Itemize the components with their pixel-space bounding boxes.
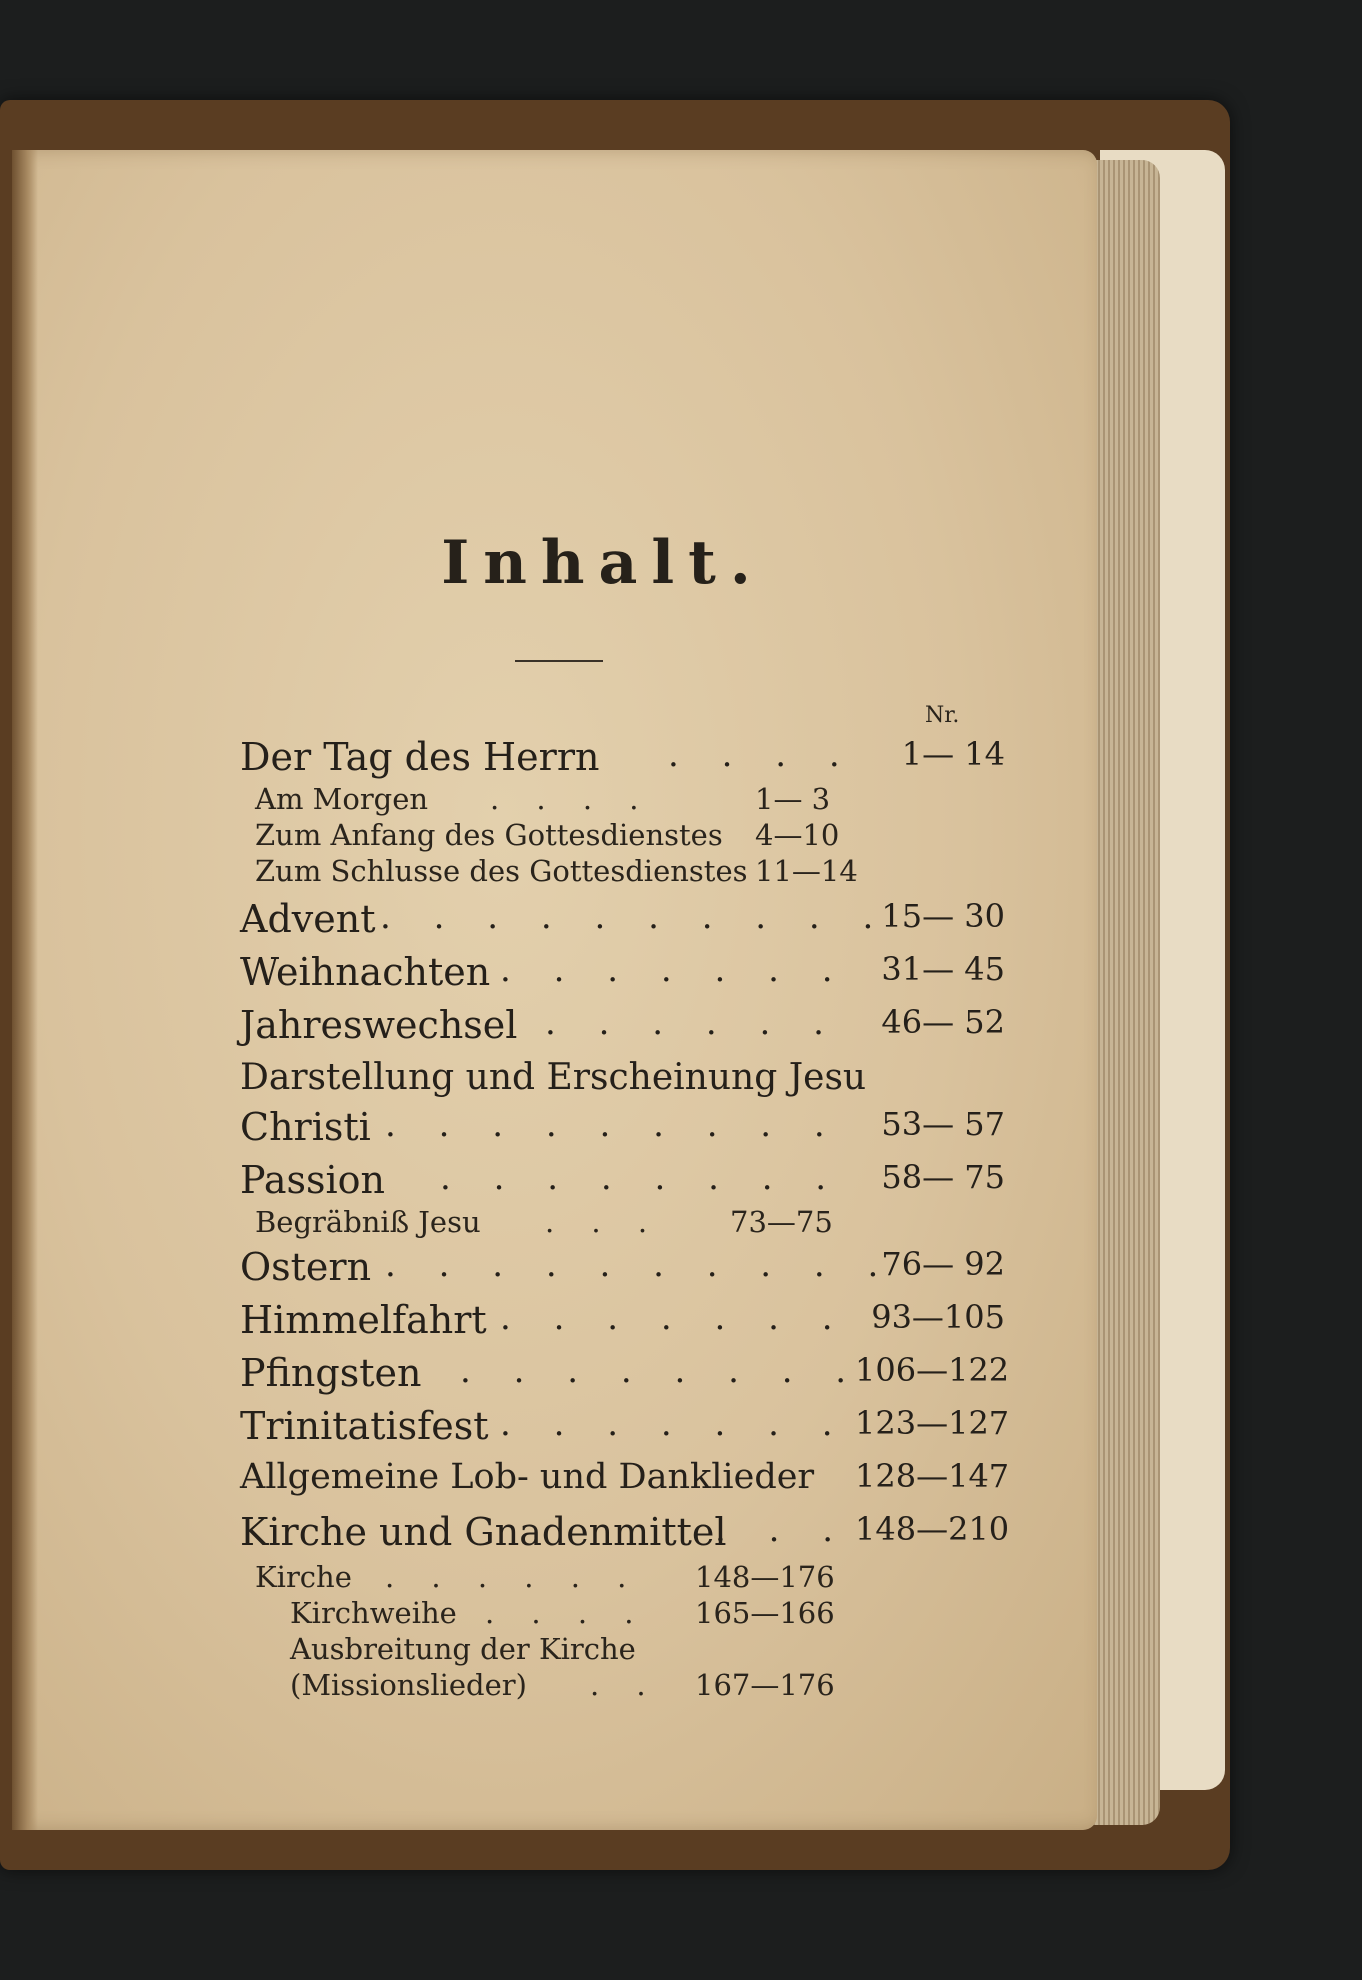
toc-subentry-dots: . . . . (490, 782, 653, 816)
toc-entry-label: Advent (240, 897, 376, 941)
toc-entry-dots: . . . . . . . (500, 1404, 849, 1444)
toc-subentry-dots: . . . (545, 1205, 662, 1239)
toc-entry-range: 148—210 (855, 1510, 1010, 1548)
toc-entry-dots: . . . . . . . . (460, 1351, 863, 1391)
toc-entry-dots: . . . . . . (545, 1003, 840, 1043)
title-rule (515, 660, 603, 662)
toc-subentry-dots: . . . . . . (385, 1560, 641, 1594)
toc-subentry-label: Kirchweihe (290, 1596, 457, 1630)
toc-subentry (290, 1596, 835, 1630)
toc-entry-range: 128—147 (855, 1457, 1010, 1495)
toc-entry-label: Darstellung und Erscheinung Jesu (240, 1057, 867, 1098)
toc-entry-range: 106—122 (855, 1351, 1010, 1389)
toc-entry-range: 76— 92 (881, 1245, 1005, 1283)
toc-subentry-range: 73—75 (730, 1205, 833, 1239)
toc-entry-label: Jahreswechsel (240, 1003, 518, 1047)
gutter (12, 150, 38, 1830)
toc-subentry (290, 1668, 835, 1702)
toc-entry-dots: . . . . (668, 735, 856, 775)
toc-subentry (290, 1632, 636, 1666)
toc-entry-label: Ostern (240, 1245, 372, 1289)
toc-subentry-range: 1— 3 (755, 782, 831, 816)
toc-entry-label: Christi (240, 1105, 371, 1149)
toc-entry-dots: . . . . . . . . . . (380, 897, 890, 937)
toc-subentry-label: (Missionslieder) (290, 1668, 527, 1702)
toc-entry-range: 58— 75 (881, 1158, 1005, 1196)
toc-subentry (255, 782, 831, 816)
toc-subentry-range: 11—14 (755, 854, 858, 888)
toc-entry-range: 53— 57 (881, 1105, 1005, 1143)
toc-subentry-label: Ausbreitung der Kirche (290, 1632, 636, 1666)
toc-entry-range: 123—127 (855, 1404, 1010, 1442)
toc-entry-dots: . . . . . . . (500, 1298, 849, 1338)
toc-entry-label: Kirche und Gnadenmittel (240, 1510, 727, 1554)
toc-entry-dots: . . . . . . . . . (385, 1105, 841, 1145)
toc-subentry-range: 148—176 (695, 1560, 835, 1594)
toc-subentry (255, 1560, 835, 1594)
toc-entry-label: Passion (240, 1158, 386, 1202)
toc-subentry-label: Begräbniß Jesu (255, 1205, 481, 1239)
toc-subentry-label: Zum Anfang des Gottesdienstes (255, 818, 723, 852)
toc-entry-label: Weihnachten (240, 950, 491, 994)
toc-entry-label: Himmelfahrt (240, 1298, 487, 1342)
toc-entry-label: Pfingsten (240, 1351, 422, 1395)
toc-entry-label: Allgemeine Lob- und Danklieder (240, 1457, 815, 1497)
toc-subentry-range: 165—166 (695, 1596, 835, 1630)
toc-subentry-label: Am Morgen (255, 782, 429, 816)
toc-entry-label: Der Tag des Herrn (240, 735, 600, 779)
page-title: Inhalt. (441, 528, 765, 598)
toc-entry-dots: . . . . . . . . . . (385, 1245, 895, 1285)
toc-subentry (255, 1205, 833, 1239)
toc-entry-dots: . . . . . . . . (440, 1158, 843, 1198)
toc-subentry-dots: . . (590, 1668, 660, 1702)
toc-subentry-range: 167—176 (695, 1668, 835, 1702)
toc-entry-dots: . . . (715, 1510, 850, 1550)
toc-entry-range: 31— 45 (881, 950, 1005, 988)
toc-subentry (255, 818, 840, 852)
toc-entry-range: 46— 52 (881, 1003, 1005, 1041)
toc-entry-dots: . . . . . . . (500, 950, 849, 990)
toc-entry-label: Trinitatisfest (240, 1404, 489, 1448)
toc-entry-range: 1— 14 (901, 735, 1005, 773)
toc-subentry-label: Kirche (255, 1560, 352, 1594)
toc-subentry-dots: . . . . (485, 1596, 648, 1630)
nr-column-label: Nr. (925, 703, 960, 728)
toc-entry-range: 15— 30 (881, 897, 1005, 935)
toc-subentry (255, 854, 858, 888)
toc-subentry-range: 4—10 (755, 818, 840, 852)
toc-entry-range: 93—105 (871, 1298, 1005, 1336)
toc-subentry-label: Zum Schlusse des Gottesdienstes (255, 854, 748, 888)
